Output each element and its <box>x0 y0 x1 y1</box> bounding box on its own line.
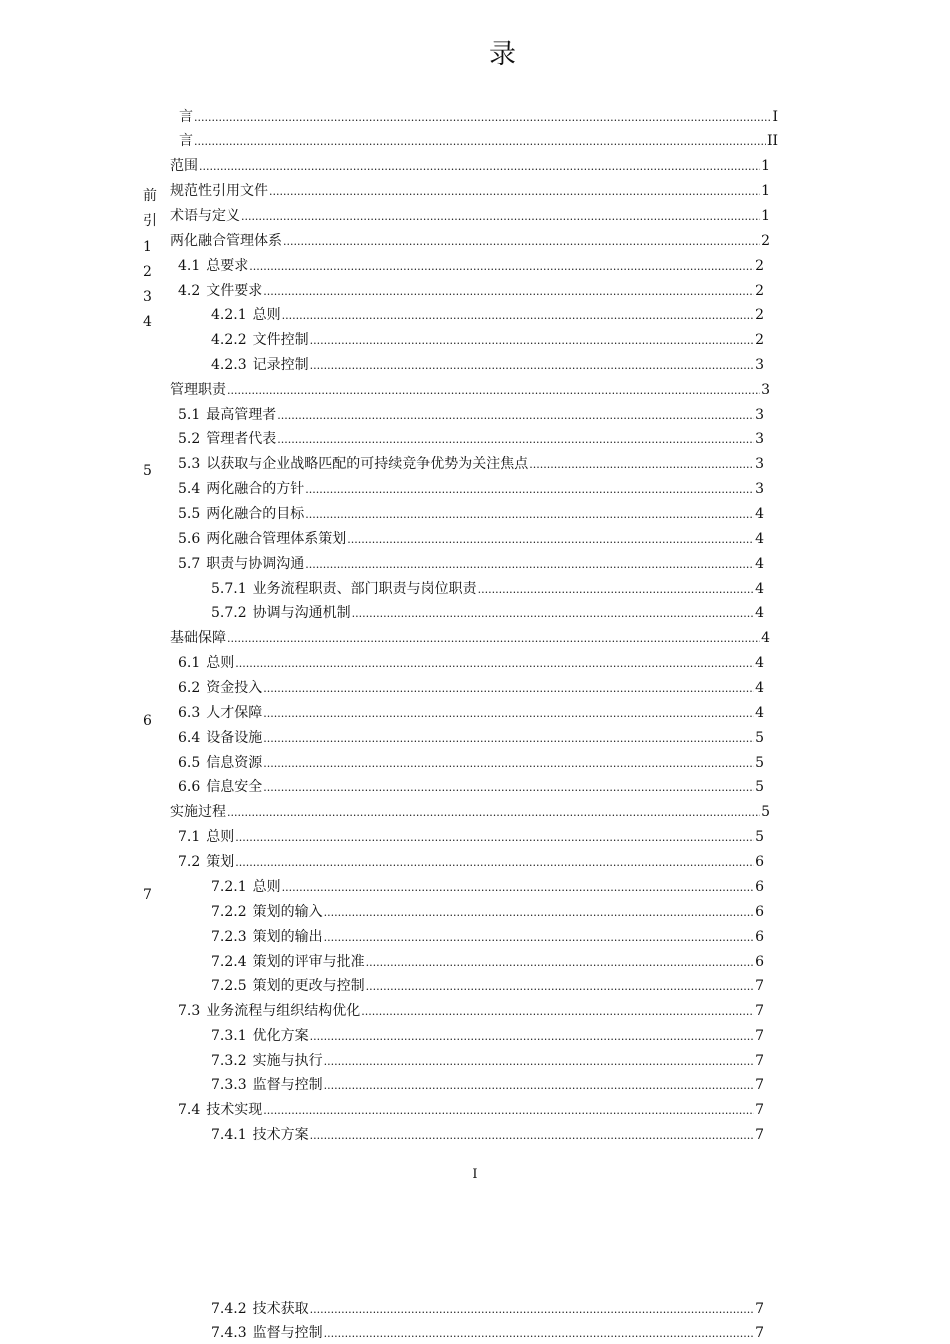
section-margin-label: 前 <box>143 188 157 204</box>
toc-entry <box>170 232 770 251</box>
toc-entry-title: 实施与执行 <box>252 1053 323 1069</box>
toc-entry-title: 总要求 <box>206 258 249 274</box>
toc-entry-page: 3 <box>755 456 764 472</box>
toc-entry-title: 文件要求 <box>206 283 263 299</box>
toc-entry <box>178 530 764 549</box>
toc-entry-number: 4.2 <box>178 283 201 299</box>
toc-entry <box>178 654 764 673</box>
toc-entry <box>178 555 764 574</box>
toc-entry <box>178 282 764 301</box>
toc-entry-page: 3 <box>755 481 764 497</box>
toc-entry-number: 7.2.3 <box>211 929 247 945</box>
toc-entry-page: 6 <box>755 954 764 970</box>
toc-leader-dots <box>263 754 754 773</box>
toc-entry <box>178 430 764 449</box>
toc-entry <box>211 977 764 996</box>
toc-entry-number: 7.4.1 <box>211 1127 247 1143</box>
toc-entry-page: 5 <box>755 779 764 795</box>
toc-entry-number: 5.7.1 <box>211 581 247 597</box>
toc-entry-number: 7.2.5 <box>211 978 247 994</box>
toc-entry-title: 基础保障 <box>170 630 226 646</box>
toc-entry-title: 信息资源 <box>206 755 263 771</box>
toc-entry-page: 7 <box>755 1127 764 1143</box>
toc-entry-title: 业务流程与组织结构优化 <box>206 1003 361 1019</box>
toc-leader-dots <box>263 1101 754 1120</box>
toc-entry-title: 策划 <box>206 854 235 870</box>
toc-leader-dots <box>478 580 754 599</box>
toc-entry-title: 协调与沟通机制 <box>252 605 351 621</box>
toc-entry-page: 3 <box>755 407 764 423</box>
toc-entry-title: 信息安全 <box>206 779 263 795</box>
toc-entry-number: 5.3 <box>178 456 201 472</box>
toc-entry-page: 4 <box>755 581 764 597</box>
toc-entry-title: 术语与定义 <box>170 208 240 224</box>
toc-leader-dots <box>277 406 754 425</box>
toc-entry-title: 管理者代表 <box>206 431 277 447</box>
toc-entry-title: 技术获取 <box>252 1301 309 1317</box>
toc-leader-dots <box>324 1324 754 1343</box>
toc-entry <box>211 1126 764 1145</box>
toc-entry-page: 5 <box>755 829 764 845</box>
toc-entry-title: 总则 <box>252 879 281 895</box>
toc-entry-number: 7.3.1 <box>211 1028 247 1044</box>
toc-entry-number: 7.3.3 <box>211 1077 247 1093</box>
toc-leader-dots <box>529 455 754 474</box>
toc-entry <box>211 356 764 375</box>
toc-entry-title: 优化方案 <box>252 1028 309 1044</box>
toc-entry-page: 7 <box>755 978 764 994</box>
toc-entry-page: 1 <box>761 158 770 174</box>
toc-leader-dots <box>305 505 754 524</box>
toc-leader-dots <box>310 356 754 375</box>
toc-entry <box>211 1052 764 1071</box>
toc-leader-dots <box>366 953 754 972</box>
toc-entry-title: 策划的输入 <box>252 904 323 920</box>
toc-entry-page: 7 <box>755 1102 764 1118</box>
section-margin-label: 引 <box>143 213 157 229</box>
toc-entry <box>178 828 764 847</box>
toc-entry-page: II <box>766 133 778 149</box>
toc-leader-dots <box>310 1300 754 1319</box>
toc-entry-number: 7.3 <box>178 1003 201 1019</box>
toc-leader-dots <box>305 480 754 499</box>
toc-leader-dots <box>194 132 766 151</box>
toc-entry <box>170 182 770 201</box>
toc-entry <box>170 207 770 226</box>
toc-leader-dots <box>283 232 760 251</box>
toc-leader-dots <box>263 778 754 797</box>
toc-entry-title: 两化融合的方针 <box>206 481 305 497</box>
toc-leader-dots <box>324 928 754 947</box>
toc-entry-title: 职责与协调沟通 <box>206 556 305 572</box>
toc-entry-title: 管理职责 <box>170 382 226 398</box>
toc-leader-dots <box>263 704 754 723</box>
toc-leader-dots <box>227 381 760 400</box>
toc-entry-title: 总则 <box>206 829 235 845</box>
toc-entry-page: I <box>772 109 778 125</box>
toc-entry-page: 4 <box>755 506 764 522</box>
toc-entry-page: 1 <box>761 208 770 224</box>
toc-leader-dots <box>324 903 754 922</box>
toc-leader-dots <box>194 108 771 127</box>
toc-leader-dots <box>199 157 760 176</box>
toc-entry-number: 4.1 <box>178 258 201 274</box>
toc-entry-page: 4 <box>755 531 764 547</box>
toc-entry-page: 2 <box>755 283 764 299</box>
toc-leader-dots <box>352 604 754 623</box>
toc-entry-title: 策划的输出 <box>252 929 323 945</box>
toc-leader-dots <box>310 1027 754 1046</box>
toc-entry <box>178 778 764 797</box>
toc-entry-number: 6.2 <box>178 680 201 696</box>
toc-entry <box>178 1002 764 1021</box>
toc-entry <box>211 580 764 599</box>
toc-entry-number: 5.2 <box>178 431 201 447</box>
toc-entry <box>211 331 764 350</box>
toc-entry-number: 4.2.2 <box>211 332 247 348</box>
toc-leader-dots <box>347 530 754 549</box>
toc-leader-dots <box>361 1002 754 1021</box>
toc-entry-title: 规范性引用文件 <box>170 183 268 199</box>
toc-entry <box>178 455 764 474</box>
section-margin-label: 2 <box>143 264 152 280</box>
toc-entry-page: 6 <box>755 854 764 870</box>
toc-entry-title: 总则 <box>252 307 281 323</box>
toc-leader-dots <box>235 654 754 673</box>
toc-entry-page: 4 <box>755 705 764 721</box>
toc-entry-page: 2 <box>755 307 764 323</box>
toc-entry-page: 2 <box>755 258 764 274</box>
toc-entry <box>211 1027 764 1046</box>
toc-entry <box>178 406 764 425</box>
toc-entry-title: 两化融合的目标 <box>206 506 305 522</box>
toc-leader-dots <box>249 257 754 276</box>
toc-entry-title: 最高管理者 <box>206 407 277 423</box>
toc-entry-number: 6.4 <box>178 730 201 746</box>
toc-leader-dots <box>263 729 754 748</box>
toc-entry-number: 6.3 <box>178 705 201 721</box>
page-title: 录 <box>489 39 516 70</box>
page-number: I <box>472 1167 478 1182</box>
toc-entry-title: 两化融合管理体系 <box>170 233 282 249</box>
toc-entry <box>178 679 764 698</box>
toc-entry-page: 4 <box>755 605 764 621</box>
toc-entry-page: 3 <box>755 431 764 447</box>
toc-entry-page: 7 <box>755 1053 764 1069</box>
toc-entry-title: 监督与控制 <box>252 1325 323 1341</box>
toc-entry-number: 7.4.3 <box>211 1325 247 1341</box>
toc-entry-title: 策划的评审与批准 <box>252 954 365 970</box>
toc-entry-page: 4 <box>761 630 770 646</box>
toc-entry-title: 两化融合管理体系策划 <box>206 531 347 547</box>
toc-entry-page: 7 <box>755 1077 764 1093</box>
toc-entry <box>211 1300 764 1319</box>
toc-entry-page: 6 <box>755 929 764 945</box>
toc-entry <box>170 157 770 176</box>
toc-entry-page: 5 <box>755 730 764 746</box>
toc-leader-dots <box>305 555 754 574</box>
toc-entry <box>211 953 764 972</box>
toc-entry <box>179 108 778 127</box>
toc-leader-dots <box>277 430 754 449</box>
toc-leader-dots <box>282 306 754 325</box>
toc-entry <box>178 704 764 723</box>
toc-entry-title: 文件控制 <box>252 332 309 348</box>
section-margin-label: 1 <box>143 239 152 255</box>
toc-entry-number: 5.6 <box>178 531 201 547</box>
toc-entry <box>178 729 764 748</box>
toc-leader-dots <box>324 1052 754 1071</box>
toc-entry-number: 7.4 <box>178 1102 201 1118</box>
toc-entry-title: 技术方案 <box>252 1127 309 1143</box>
toc-entry-title: 范围 <box>170 158 198 174</box>
toc-leader-dots <box>310 1126 754 1145</box>
toc-entry <box>170 381 770 400</box>
toc-entry-page: 2 <box>761 233 770 249</box>
toc-entry-number: 5.5 <box>178 506 201 522</box>
toc-entry-page: 5 <box>755 755 764 771</box>
toc-entry <box>211 306 764 325</box>
section-margin-label: 3 <box>143 289 152 305</box>
toc-entry <box>211 604 764 623</box>
toc-entry <box>211 878 764 897</box>
toc-entry-number: 4.2.3 <box>211 357 247 373</box>
toc-entry-page: 1 <box>761 183 770 199</box>
toc-entry <box>178 754 764 773</box>
toc-entry-number: 7.2.1 <box>211 879 247 895</box>
section-margin-label: 7 <box>143 887 152 903</box>
toc-entry-number: 7.2 <box>178 854 201 870</box>
toc-entry <box>178 505 764 524</box>
toc-entry-number: 7.4.2 <box>211 1301 247 1317</box>
toc-entry-title: 总则 <box>206 655 235 671</box>
toc-entry-title: 业务流程职责、部门职责与岗位职责 <box>252 581 477 597</box>
toc-leader-dots <box>227 629 760 648</box>
toc-entry-page: 7 <box>755 1003 764 1019</box>
toc-entry-title: 资金投入 <box>206 680 263 696</box>
section-margin-label: 4 <box>143 314 152 330</box>
toc-entry-number: 7.2.2 <box>211 904 247 920</box>
toc-leader-dots <box>235 828 754 847</box>
toc-entry <box>179 132 778 151</box>
toc-entry <box>178 480 764 499</box>
section-margin-label: 5 <box>143 463 152 479</box>
toc-leader-dots <box>227 803 760 822</box>
toc-entry-number: 7.2.4 <box>211 954 247 970</box>
toc-entry-number: 5.7.2 <box>211 605 247 621</box>
toc-entry-page: 7 <box>755 1028 764 1044</box>
toc-entry <box>211 1324 764 1343</box>
section-margin-label: 6 <box>143 713 152 729</box>
toc-entry-page: 4 <box>755 680 764 696</box>
toc-entry-number: 5.1 <box>178 407 201 423</box>
toc-entry-number: 7.1 <box>178 829 201 845</box>
toc-entry-title: 言 <box>179 109 193 125</box>
toc-entry <box>178 1101 764 1120</box>
toc-entry-page: 5 <box>761 804 770 820</box>
toc-entry-page: 3 <box>761 382 770 398</box>
toc-leader-dots <box>310 331 754 350</box>
toc-entry-title: 技术实现 <box>206 1102 263 1118</box>
toc-entry-title: 人才保障 <box>206 705 263 721</box>
toc-entry <box>211 1076 764 1095</box>
toc-entry-page: 2 <box>755 332 764 348</box>
toc-entry-number: 6.1 <box>178 655 201 671</box>
toc-leader-dots <box>235 853 754 872</box>
toc-entry-number: 5.4 <box>178 481 201 497</box>
toc-leader-dots <box>263 282 754 301</box>
toc-leader-dots <box>269 182 760 201</box>
toc-leader-dots <box>263 679 754 698</box>
toc-entry-title: 实施过程 <box>170 804 226 820</box>
toc-entry-page: 4 <box>755 556 764 572</box>
toc-leader-dots <box>366 977 754 996</box>
toc-entry-number: 6.6 <box>178 779 201 795</box>
toc-entry-page: 4 <box>755 655 764 671</box>
toc-entry-title: 设备设施 <box>206 730 263 746</box>
toc-entry-title: 策划的更改与控制 <box>252 978 365 994</box>
toc-entry-page: 6 <box>755 904 764 920</box>
toc-entry-page: 3 <box>755 357 764 373</box>
toc-entry-page: 7 <box>755 1301 764 1317</box>
toc-leader-dots <box>241 207 760 226</box>
toc-entry-title: 以获取与企业战略匹配的可持续竞争优势为关注焦点 <box>206 456 529 472</box>
toc-entry-title: 言 <box>179 133 193 149</box>
toc-entry <box>170 629 770 648</box>
toc-entry <box>211 928 764 947</box>
toc-entry-number: 6.5 <box>178 755 201 771</box>
toc-entry-number: 5.7 <box>178 556 201 572</box>
toc-entry-page: 7 <box>755 1325 764 1341</box>
toc-entry-title: 监督与控制 <box>252 1077 323 1093</box>
toc-entry <box>211 903 764 922</box>
toc-entry <box>178 853 764 872</box>
toc-entry <box>170 803 770 822</box>
toc-entry-page: 6 <box>755 879 764 895</box>
toc-leader-dots <box>324 1076 754 1095</box>
toc-entry <box>178 257 764 276</box>
toc-entry-number: 4.2.1 <box>211 307 247 323</box>
toc-entry-title: 记录控制 <box>252 357 309 373</box>
toc-entry-number: 7.3.2 <box>211 1053 247 1069</box>
toc-leader-dots <box>282 878 754 897</box>
